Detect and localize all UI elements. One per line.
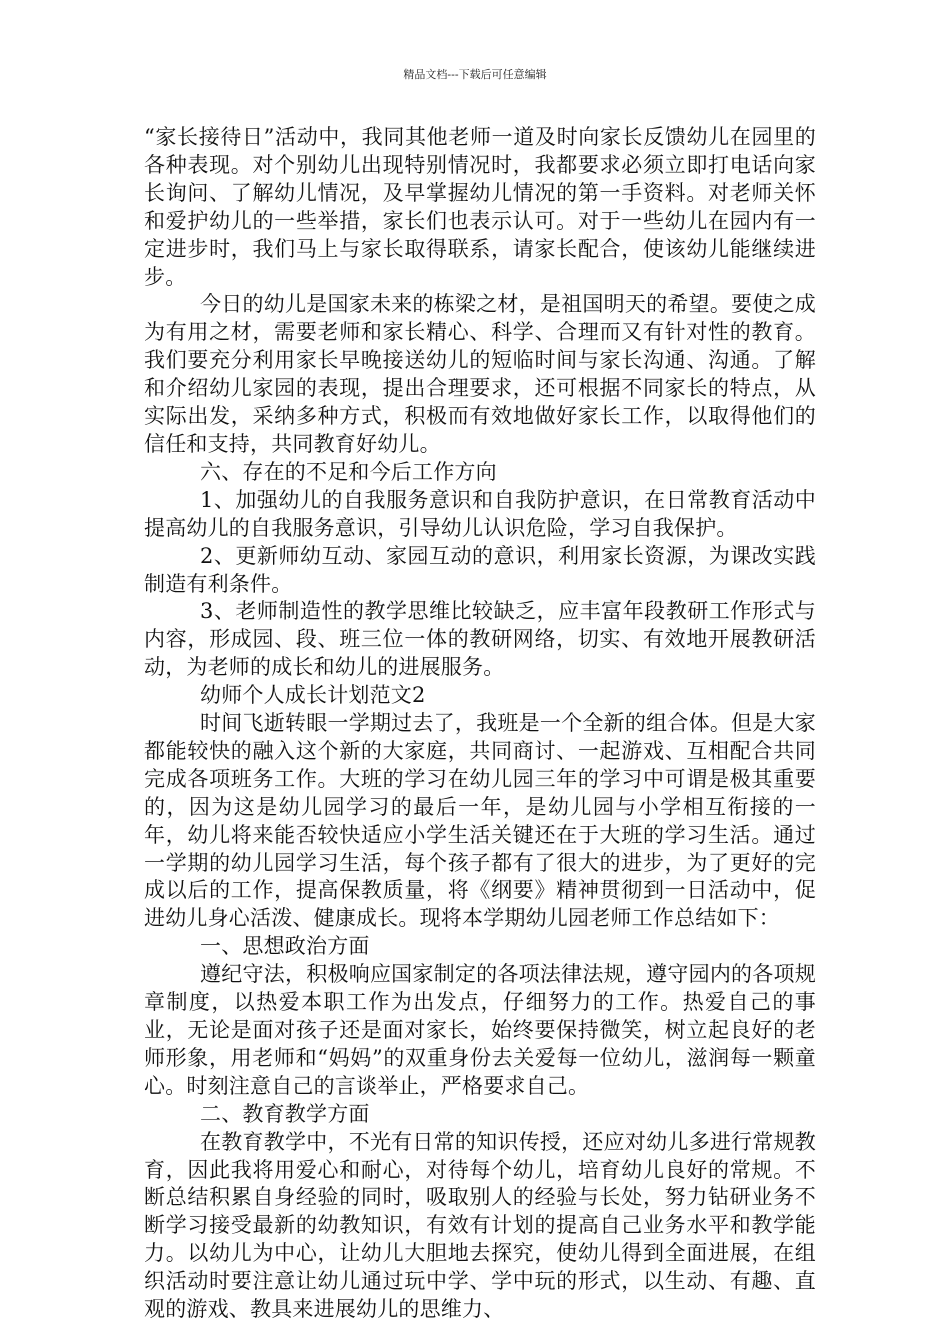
- paragraph-future-talents: 今日的幼儿是国家未来的栋梁之材，是祖国明天的希望。要使之成为有用之材，需要老师和家长精心、科学、合理而又有针对性的教育。我们要充分利用家长早晚接送幼儿的短临时间与家长沟通、沟通。了解和介绍幼儿家园的表现，提出合理要求，还可根据不同家长的特点，从实际出发，采纳多种方式，积极而有效地做好家长工作，以取得他们的信任和支持，共同教育好幼儿。: [144, 292, 816, 456]
- list-item-1: 1、加强幼儿的自我服务意识和自我防护意识，在日常教育活动中提高幼儿的自我服务意识，引导幼儿认识危险，学习自我保护。: [144, 487, 816, 540]
- article-title-2: 幼师个人成长计划范文2: [200, 683, 426, 708]
- paragraph-teaching: 在教育教学中，不光有日常的知识传授，还应对幼儿多进行常规教育，因此我将用爱心和耐心，对待每个幼儿，培育幼儿良好的常规。不断总结积累自身经验的同时，吸取别人的经验与长处，努力钻研业务不断学习接受最新的幼教知识，有效有计划的提高自己业务水平和教学能力。以幼儿为中心，让幼儿大胆地去探究，使幼儿得到全面进展，在组织活动时要注意让幼儿通过玩中学、学中玩的形式，以生动、有趣、直观的游戏、教具来进展幼儿的思维力、: [144, 1129, 816, 1322]
- list-item-3: 3、老师制造性的教学思维比较缺乏，应丰富年段教研工作形式与内容，形成园、段、班三位一体的教研网络，切实、有效地开展教研活动，为老师的成长和幼儿的进展服务。: [144, 599, 816, 680]
- section-heading-teaching: 二、教育教学方面: [200, 1101, 370, 1126]
- page-header: 精品文档---下载后可任意编辑: [403, 68, 547, 81]
- paragraph-semester-intro: 时间飞逝转眼一学期过去了，我班是一个全新的组合体。但是大家都能较快的融入这个新的大家庭，共同商讨、一起游戏、互相配合共同完成各项班务工作。大班的学习在幼儿园三年的学习中可谓是极其重要的，因为这是幼儿园学习的最后一年，是幼儿园与小学相互衔接的一年，幼儿将来能否较快适应小学生活关键还在于大班的学习生活。通过一学期的幼儿园学习生活，每个孩子都有了很大的进步，为了更好的完成以后的工作，提高保教质量，将《纲要》精神贯彻到一日活动中，促进幼儿身心活泼、健康成长。现将本学期幼儿园老师工作总结如下：: [144, 711, 816, 931]
- section-heading-politics: 一、思想政治方面: [200, 934, 370, 959]
- document-body: [144, 124, 816, 1324]
- paragraph-politics: 遵纪守法，积极响应国家制定的各项法律法规，遵守园内的各项规章制度，以热爱本职工作为出发点，仔细努力的工作。热爱自己的事业，无论是面对孩子还是面对家长，始终要保持微笑，树立起良好的老师形象，用老师和“妈妈”的双重身份去关爱每一位幼儿，滋润每一颗童心。时刻注意自己的言谈举止，严格要求自己。: [144, 962, 816, 1098]
- list-item-2: 2、更新师幼互动、家园互动的意识，利用家长资源，为课改实践制造有利条件。: [144, 543, 816, 596]
- section-heading-shortcomings: 六、存在的不足和今后工作方向: [200, 459, 497, 484]
- paragraph-parent-reception: “家长接待日”活动中，我同其他老师一道及时向家长反馈幼儿在园里的各种表现。对个别幼儿出现特别情况时，我都要求必须立即打电话向家长询问、了解幼儿情况，及早掌握幼儿情况的第一手资料。对老师关怀和爱护幼儿的一些举措，家长们也表示认可。对于一些幼儿在园内有一定进步时，我们马上与家长取得联系，请家长配合，使该幼儿能继续进步。: [144, 125, 816, 289]
